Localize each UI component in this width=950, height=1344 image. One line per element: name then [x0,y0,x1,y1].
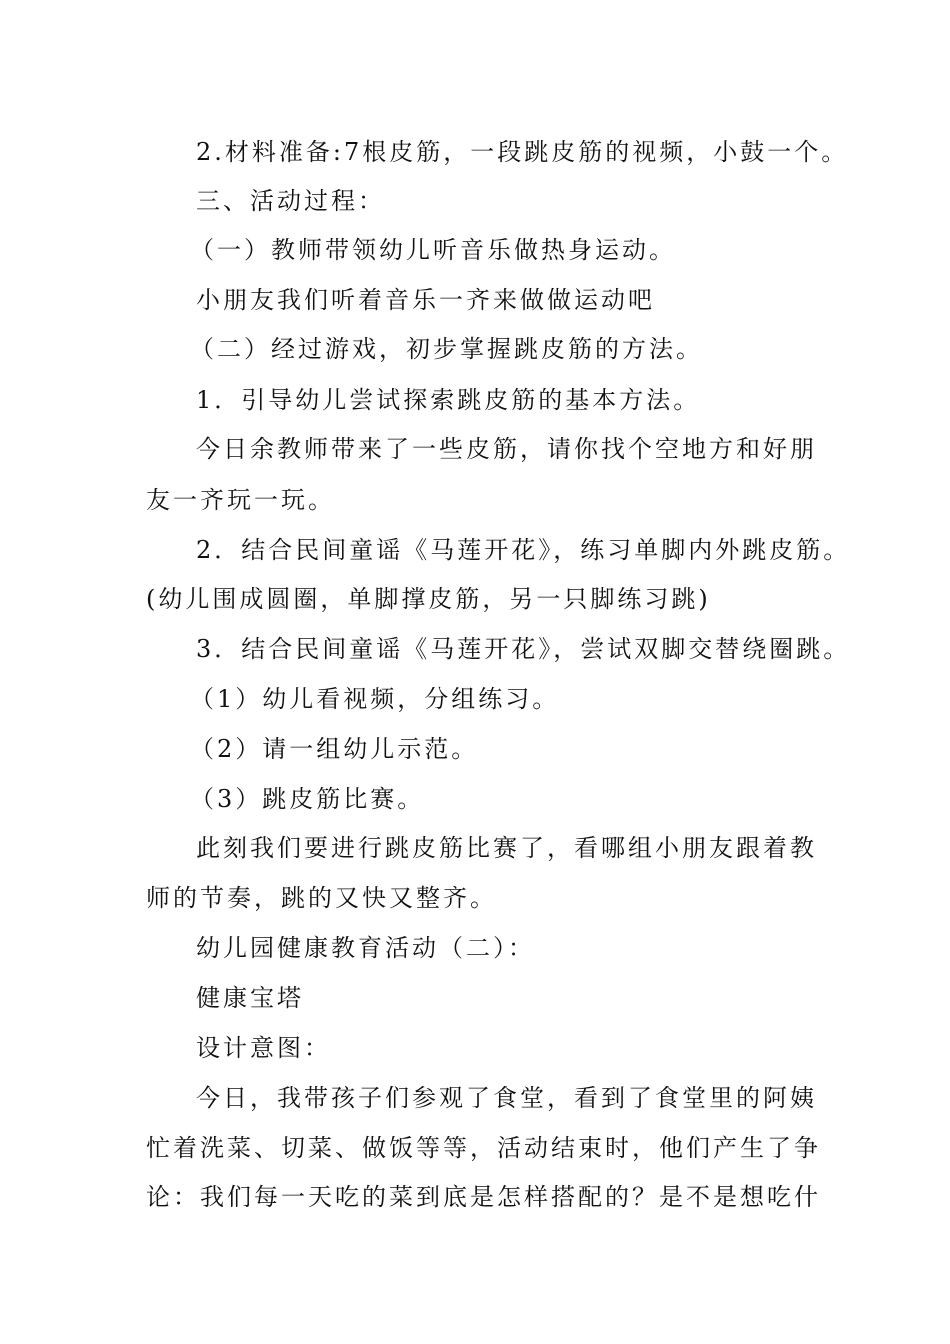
section-heading: 健康宝塔 [196,984,304,1012]
text-line: 论：我们每一天吃的菜到底是怎样搭配的？是不是想吃什 [146,1183,821,1211]
list-item: （2）请一组幼儿示范。 [190,735,479,763]
text-line: 师的节奏，跳的又快又整齐。 [146,884,497,912]
text-line: 今日，我带孩子们参观了食堂，看到了食堂里的阿姨 [196,1084,817,1112]
list-item: （1）幼儿看视频，分组练习。 [190,685,560,713]
text-line: 2．结合民间童谣《马莲开花》，练习单脚内外跳皮筋。 [196,536,851,564]
text-line: 2.材料准备:7根皮筋，一段跳皮筋的视频，小鼓一个。 [196,138,849,166]
text-line: 3．结合民间童谣《马莲开花》，尝试双脚交替绕圈跳。 [196,635,851,663]
section-heading: 幼儿园健康教育活动（二）： [196,934,535,962]
text-line: 忙着洗菜、切菜、做饭等等，活动结束时，他们产生了争 [146,1134,821,1162]
text-line: 友一齐玩一玩。 [146,486,335,514]
text-line: 1．引导幼儿尝试探索跳皮筋的基本方法。 [196,386,701,414]
text-line: 此刻我们要进行跳皮筋比赛了，看哪组小朋友跟着教 [196,834,817,862]
text-line: 小朋友我们听着音乐一齐来做做运动吧 [196,286,655,314]
text-line: (幼儿围成圆圈，单脚撑皮筋，另一只脚练习跳) [146,585,711,613]
text-line: 今日余教师带来了一些皮筋，请你找个空地方和好朋 [196,435,817,463]
subsection-heading: （一）教师带领幼儿听音乐做热身运动。 [190,236,676,264]
subsection-heading: （二）经过游戏，初步掌握跳皮筋的方法。 [190,335,703,363]
list-item: （3）跳皮筋比赛。 [190,785,425,813]
section-heading: 设计意图： [196,1034,331,1062]
section-heading: 三、活动过程： [196,187,385,215]
